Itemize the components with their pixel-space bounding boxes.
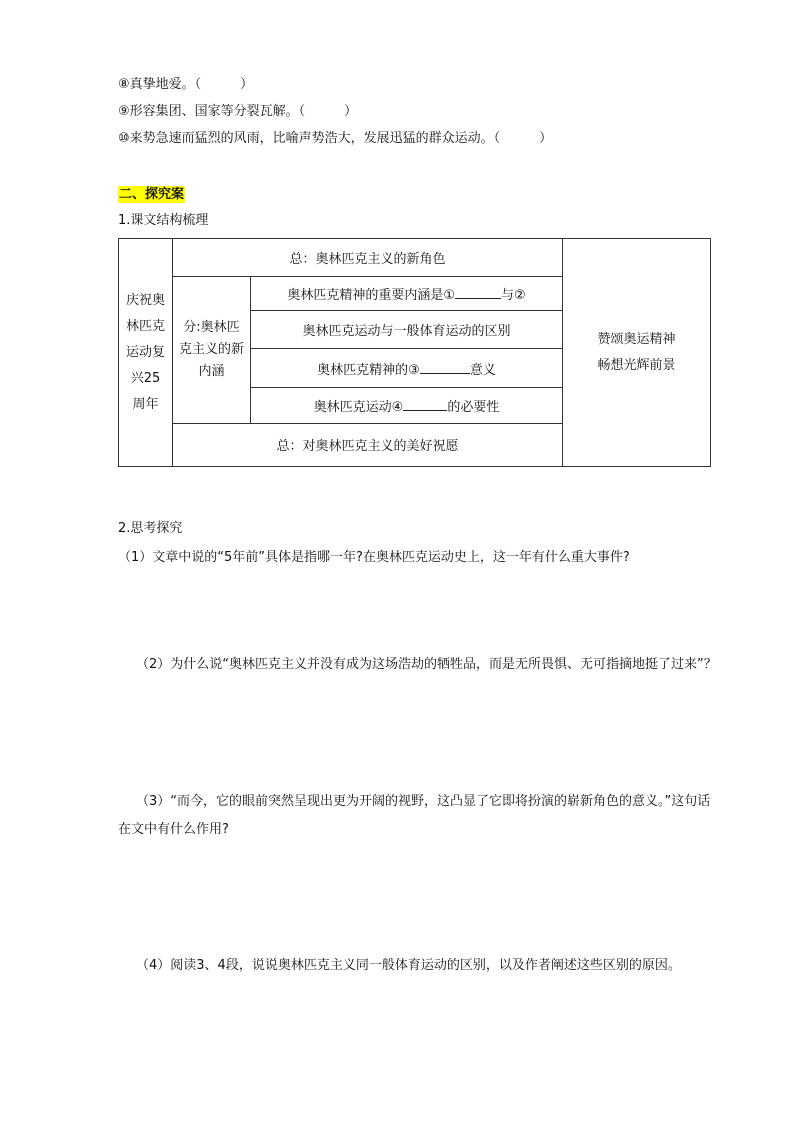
outline-row-4 <box>251 387 563 423</box>
outline-left-cell: 庆祝奥林匹克运动复兴25周年 <box>119 239 173 467</box>
row-3-tail: 意义 <box>469 362 496 378</box>
question-1: （1）文章中说的“5年前”具体是指哪一年?在奥林匹克运动史上，这一年有什么重大事件? <box>118 550 630 565</box>
vocab-item-9 <box>118 103 357 121</box>
outline-right-cell <box>563 239 711 467</box>
vocab-text: ⑨形容集团、国家等分裂瓦解。 <box>118 104 299 119</box>
answer-paren[interactable]: （ ） <box>493 131 553 146</box>
row-4-text: 奥林匹克运动④ <box>313 399 404 415</box>
question-3: （3）“而今，它的眼前突然呈现出更为开阔的视野，这凸显了它即将扮演的崭新角色的意义。”这句话在文中有什么作用? <box>118 794 711 837</box>
outline-row-2: 奥林匹克运动与一般体育运动的区别 <box>251 311 563 349</box>
thinking-title: 2.思考探究 <box>118 521 183 536</box>
vocab-text: ⑩来势急速而猛烈的风雨，比喻声势浩大，发展迅猛的群众运动。 <box>118 131 494 146</box>
outline-middle-label: 分:奥林匹克主义的新内涵 <box>173 277 251 424</box>
blank-1[interactable] <box>455 285 501 299</box>
outline-row-1 <box>251 277 563 311</box>
question-4: （4）阅读3、4段，说说奥林匹克主义同一般体育运动的区别，以及作者阐述这些区别的原因。 <box>136 958 681 973</box>
answer-paren[interactable]: （ ） <box>298 104 358 119</box>
row-3-text: 奥林匹克精神的③ <box>317 362 420 378</box>
outline-top-cell: 总：奥林匹克主义的新角色 <box>173 239 563 277</box>
vocab-text: ⑧真挚地爱。 <box>118 77 195 92</box>
outline-right-line-2: 畅想光辉前景 <box>597 357 676 373</box>
section-heading: 二、探究案 <box>119 187 185 202</box>
answer-paren[interactable]: （ ） <box>194 77 254 92</box>
blank-3[interactable] <box>420 360 470 374</box>
row-4-tail: 的必要性 <box>447 399 500 415</box>
row-1-text: 奥林匹克精神的重要内涵是① <box>287 288 455 304</box>
row-1-mid: 与② <box>501 288 526 304</box>
blank-4[interactable] <box>403 397 447 411</box>
structure-outline-table <box>118 238 711 467</box>
question-2: （2）为什么说“奥林匹克主义并没有成为这场浩劫的牺牲品，而是无所畏惧、无可指摘地挺了过来”？ <box>136 657 717 672</box>
outline-row-3 <box>251 349 563 387</box>
structure-title: 1.课文结构梳理 <box>118 213 209 228</box>
vocab-item-10 <box>118 130 552 148</box>
vocab-item-8 <box>118 76 253 94</box>
outline-bottom-cell: 总：对奥林匹克主义的美好祝愿 <box>173 423 563 466</box>
outline-right-line-1: 赞颂奥运精神 <box>597 331 676 347</box>
